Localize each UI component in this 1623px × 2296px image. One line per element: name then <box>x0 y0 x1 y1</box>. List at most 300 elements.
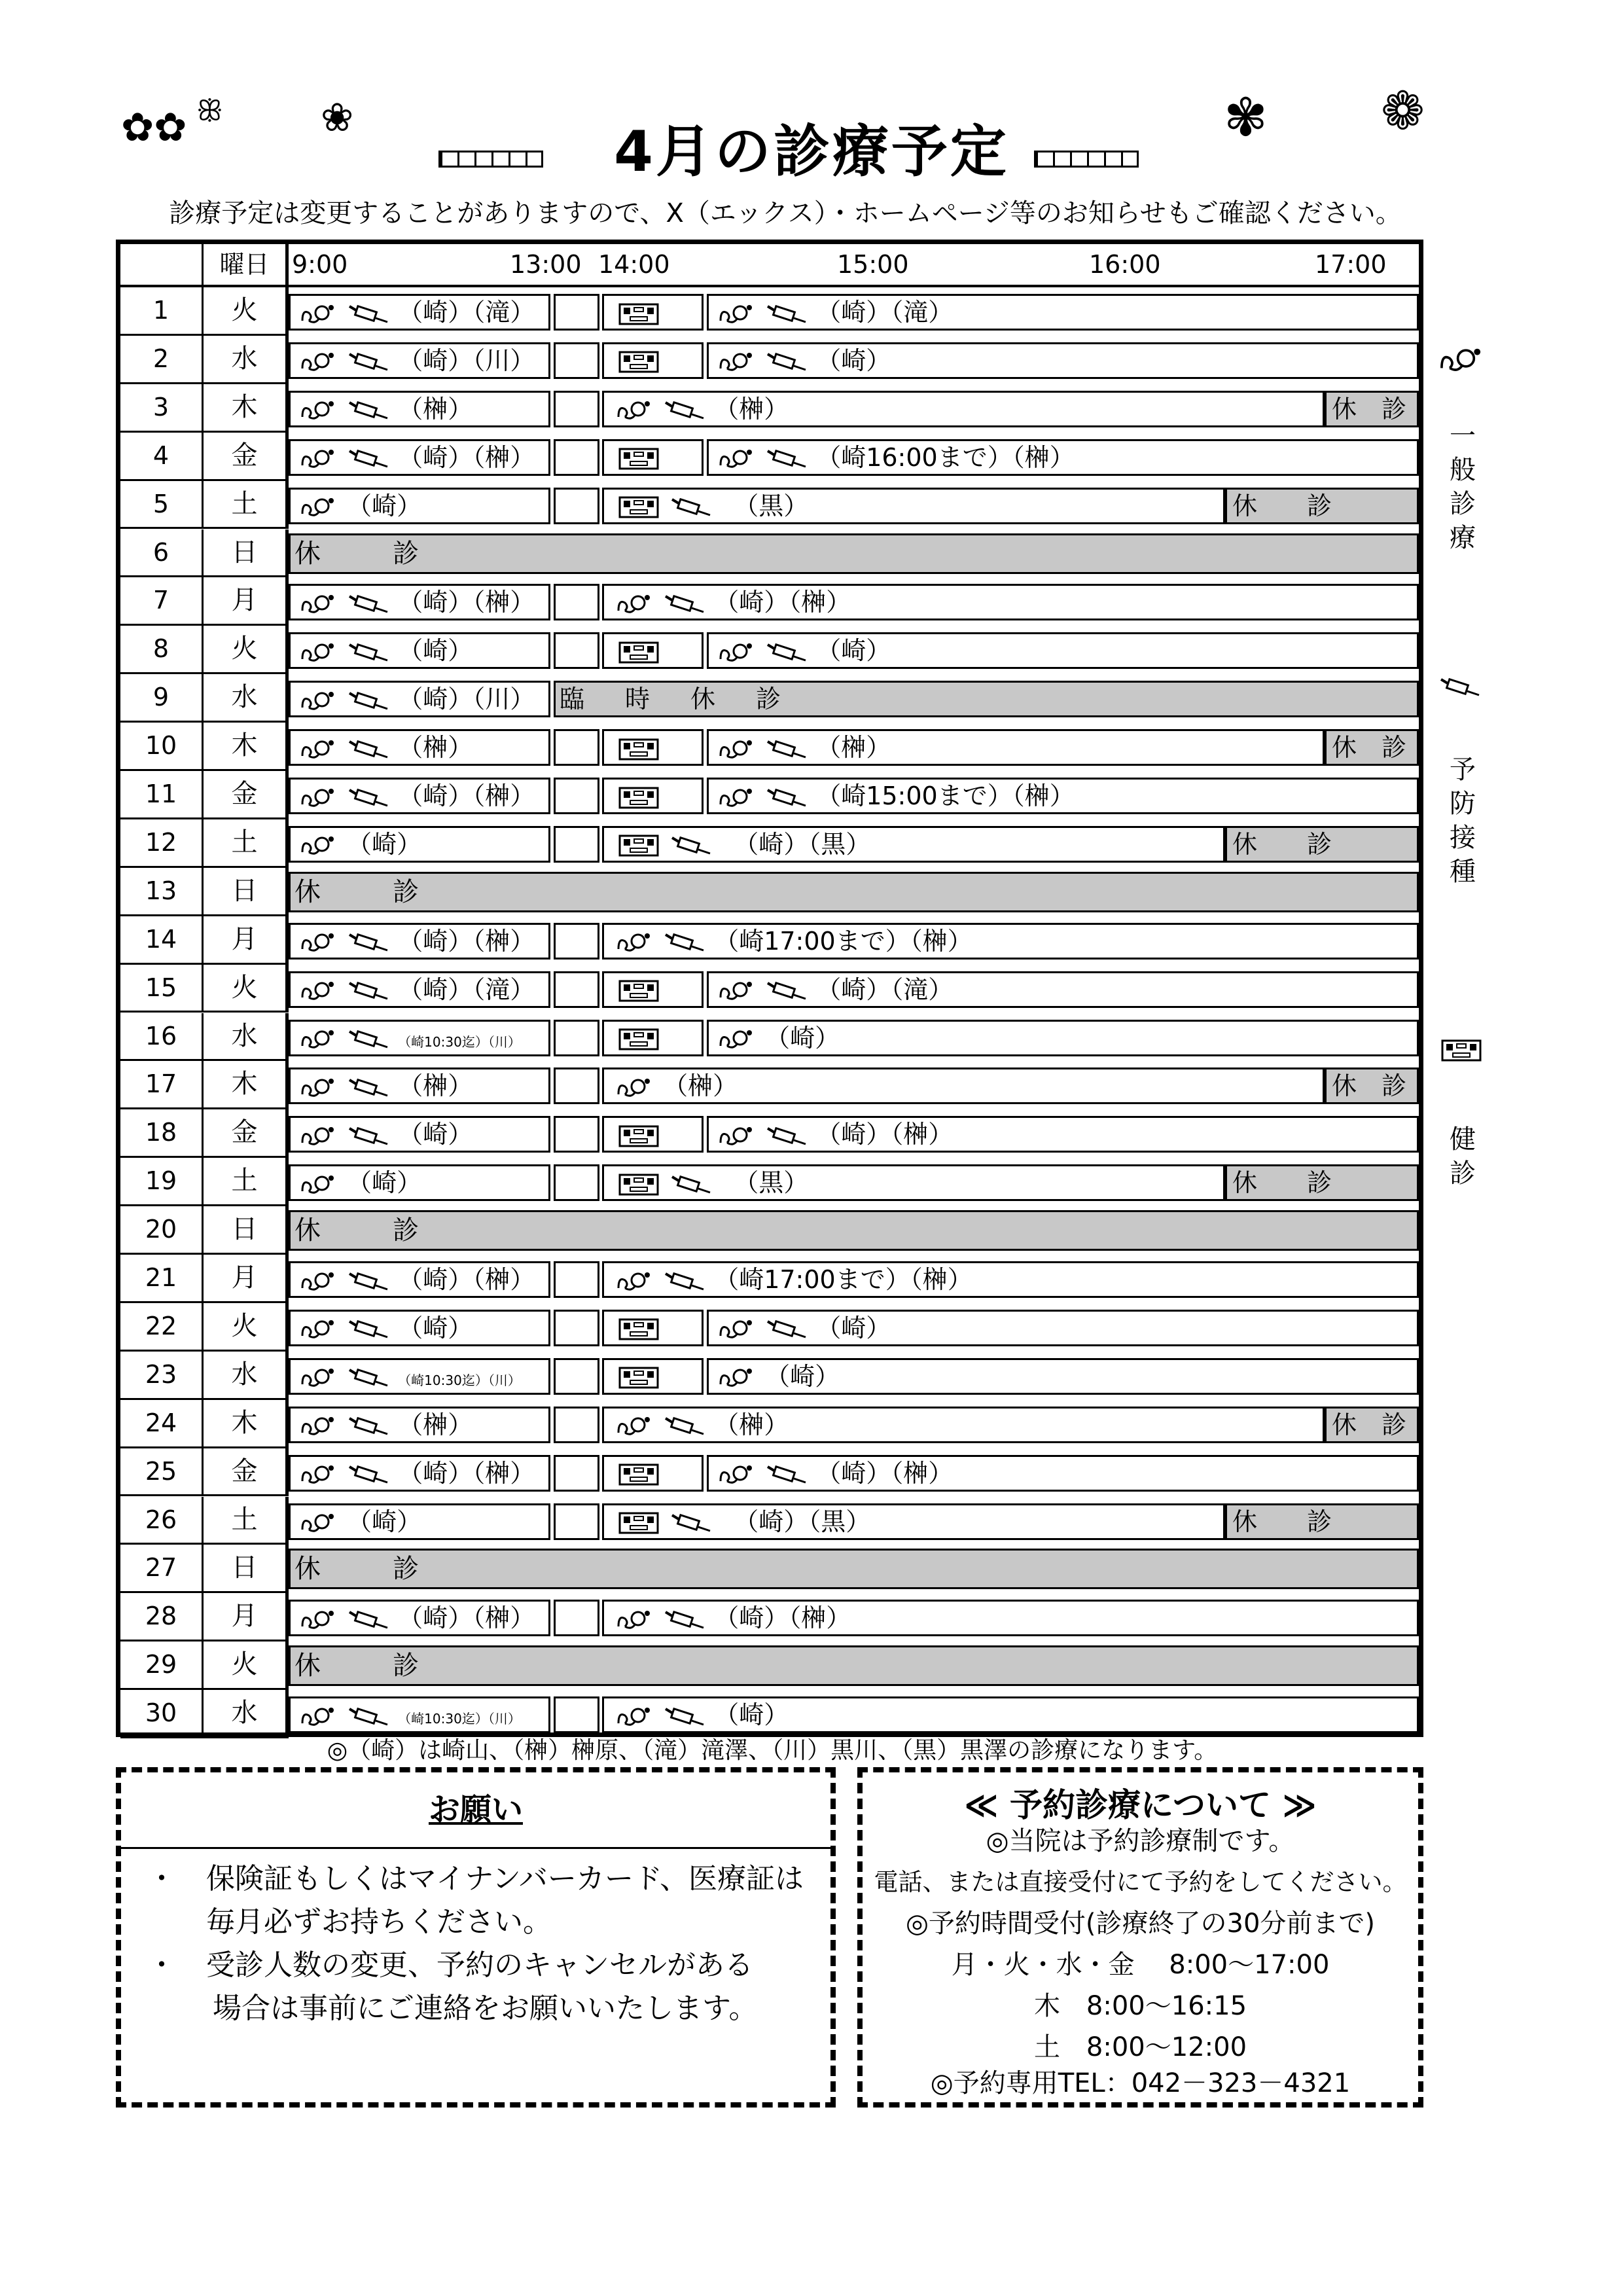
stethoscope-icon <box>718 1459 757 1488</box>
day-number: 2 <box>120 336 204 384</box>
stethoscope-icon <box>300 1459 339 1488</box>
page-title: 4月の診療予定 <box>614 119 1009 185</box>
syringe-icon <box>765 636 808 665</box>
schedule-table <box>116 240 1423 1737</box>
weekday-cell: 月 <box>204 577 289 626</box>
weekday-cell: 土 <box>204 1158 289 1206</box>
reservation-line-3: ◎予約時間受付(診療終了の30分前まで) <box>905 1909 1375 1939</box>
lunch-break-cell <box>554 1407 599 1443</box>
header-day-cell <box>120 244 204 285</box>
syringe-icon <box>347 1362 390 1391</box>
lunch-break-cell <box>554 1310 599 1346</box>
checkup-icon <box>616 1459 662 1488</box>
table-row <box>120 723 1419 771</box>
morning-session <box>289 1261 550 1298</box>
weekday-cell: 水 <box>204 674 289 723</box>
table-row <box>120 819 1419 868</box>
syringe-icon <box>663 927 706 956</box>
reservation-line-1: ◎当院は予約診療制です。 <box>986 1826 1295 1856</box>
weekday-cell: 日 <box>204 1206 289 1255</box>
syringe-icon <box>347 1024 390 1052</box>
closed-day-bar: 休 診 <box>289 533 1419 574</box>
stethoscope-icon <box>616 1700 655 1729</box>
syringe-icon <box>347 443 390 472</box>
weekday-cell: 土 <box>204 819 289 868</box>
syringe-icon <box>347 346 390 375</box>
syringe-icon <box>347 395 390 423</box>
morning-doctors: （崎10:30迄）（川） <box>398 1033 521 1050</box>
request-bullet-2: ・ <box>147 1948 176 1982</box>
lunch-break-cell <box>554 1067 599 1104</box>
checkup-cell <box>602 971 704 1008</box>
morning-doctors: （崎）（榊） <box>398 781 535 810</box>
table-row <box>120 1448 1419 1497</box>
afternoon-doctors: （崎） <box>765 1023 840 1052</box>
afternoon-session <box>707 632 1419 669</box>
lunch-break-cell <box>554 488 599 524</box>
request-divider <box>121 1847 830 1849</box>
checkup-icon <box>616 1314 662 1342</box>
morning-session <box>289 294 550 331</box>
afternoon-session <box>602 1164 1225 1201</box>
checkup-cell <box>602 729 704 766</box>
morning-doctors: （崎） <box>398 1313 473 1342</box>
syringe-icon <box>347 1604 390 1632</box>
syringe-icon <box>663 1700 706 1729</box>
afternoon-session <box>707 729 1325 766</box>
day-number: 11 <box>120 771 204 819</box>
lunch-break-cell <box>554 1358 599 1395</box>
request-item-2-line-1: 受診人数の変更、予約のキャンセルがある <box>206 1948 753 1982</box>
morning-doctors: （崎10:30迄）（川） <box>398 1711 521 1727</box>
stethoscope-icon <box>300 781 339 810</box>
morning-doctors: （崎） <box>398 636 473 666</box>
afternoon-doctors: （崎）（榊） <box>714 588 851 617</box>
morning-session <box>289 1358 550 1395</box>
day-number: 30 <box>120 1690 204 1738</box>
weekday-cell: 木 <box>204 1061 289 1109</box>
weekday-cell: 火 <box>204 287 289 336</box>
lunch-break-cell <box>554 1164 599 1201</box>
table-row <box>120 1061 1419 1109</box>
stethoscope-icon <box>718 443 757 472</box>
stethoscope-icon <box>300 733 339 762</box>
header-time-1500: 15:00 <box>837 250 909 279</box>
syringe-icon <box>347 298 390 327</box>
legend-checkup: 健 診 <box>1450 1124 1476 1189</box>
afternoon-session <box>602 584 1419 620</box>
lunch-break-cell <box>554 826 599 863</box>
syringe-icon <box>347 588 390 617</box>
syringe-icon <box>765 1314 808 1342</box>
notice-text: 診療予定は変更することがありますので、X（エックス）・ホームページ等のお知らせもご確認ください。 <box>169 198 1402 228</box>
afternoon-session <box>602 488 1225 524</box>
afternoon-doctors: （榊） <box>714 1410 789 1439</box>
table-header <box>120 244 1419 287</box>
checkup-icon <box>616 975 662 1004</box>
reservation-line-2: 電話、または直接受付にて予約をしてください。 <box>874 1868 1407 1896</box>
lunch-break-cell <box>554 1261 599 1298</box>
closed-afternoon-cell: 休 診 <box>1325 391 1419 427</box>
syringe-icon <box>765 346 808 375</box>
stethoscope-icon <box>300 346 339 375</box>
day-number: 25 <box>120 1448 204 1497</box>
request-bullet-1: ・ <box>147 1862 176 1895</box>
table-row <box>120 771 1419 819</box>
stethoscope-icon <box>616 927 655 956</box>
lunch-break-cell <box>554 729 599 766</box>
lunch-break-cell <box>554 1020 599 1056</box>
stethoscope-icon <box>300 830 339 859</box>
afternoon-doctors: （崎） <box>714 1700 789 1730</box>
day-number: 3 <box>120 384 204 433</box>
lunch-break-cell <box>554 391 599 427</box>
weekday-cell: 木 <box>204 723 289 771</box>
stethoscope-icon <box>616 1410 655 1439</box>
day-number: 17 <box>120 1061 204 1109</box>
morning-session <box>289 391 550 427</box>
day-number: 4 <box>120 433 204 481</box>
day-number: 15 <box>120 965 204 1013</box>
weekday-cell: 水 <box>204 1013 289 1062</box>
tulip-decoration: ✿✿ <box>121 105 187 151</box>
morning-session <box>289 584 550 620</box>
weekday-cell: 金 <box>204 1109 289 1158</box>
afternoon-session <box>602 1067 1325 1104</box>
syringe-icon <box>347 1410 390 1439</box>
weekday-cell: 金 <box>204 771 289 819</box>
reservation-title: ≪ 予約診療について ≫ <box>964 1786 1317 1824</box>
day-number: 18 <box>120 1109 204 1158</box>
table-row <box>120 674 1419 723</box>
morning-doctors: （崎）（滝） <box>398 975 535 1004</box>
weekday-cell: 日 <box>204 868 289 916</box>
afternoon-doctors: （崎） <box>816 346 891 375</box>
stethoscope-icon <box>718 1314 757 1342</box>
syringe-icon <box>765 1459 808 1488</box>
stethoscope-icon <box>300 443 339 472</box>
lunch-break-cell <box>554 778 599 814</box>
morning-doctors: （崎）（榊） <box>398 588 535 617</box>
closed-afternoon-cell: 休 診 <box>1325 1407 1419 1443</box>
checkup-icon <box>616 781 662 810</box>
checkup-icon <box>616 636 662 665</box>
afternoon-doctors: （崎） <box>816 1313 891 1342</box>
afternoon-session <box>707 439 1419 476</box>
closed-day-bar: 休 診 <box>289 1210 1419 1251</box>
syringe-icon <box>765 1120 808 1149</box>
stethoscope-icon <box>300 1024 339 1052</box>
morning-doctors: （崎） <box>347 491 422 520</box>
morning-session <box>289 1310 550 1346</box>
weekday-cell: 火 <box>204 1303 289 1352</box>
lunch-break-cell <box>554 294 599 331</box>
day-number: 7 <box>120 577 204 626</box>
morning-session <box>289 1164 550 1201</box>
afternoon-session <box>707 971 1419 1008</box>
morning-doctors: （崎） <box>347 1168 422 1198</box>
stethoscope-icon <box>300 1604 339 1632</box>
day-number: 27 <box>120 1545 204 1593</box>
header-time-900: 9:00 <box>292 250 348 279</box>
checkup-cell <box>602 342 704 379</box>
checkup-icon <box>616 1362 662 1391</box>
table-row <box>120 916 1419 965</box>
lunch-break-cell <box>554 1503 599 1540</box>
morning-session <box>289 971 550 1008</box>
day-number: 29 <box>120 1641 204 1690</box>
stethoscope-icon <box>718 1362 757 1391</box>
header-time-1600: 16:00 <box>1089 250 1161 279</box>
syringe-icon <box>347 975 390 1004</box>
afternoon-session <box>707 778 1419 814</box>
afternoon-session <box>707 1020 1419 1056</box>
table-row <box>120 1109 1419 1158</box>
syringe-icon <box>347 733 390 762</box>
morning-doctors: （榊） <box>398 733 473 762</box>
table-row <box>120 384 1419 433</box>
weekday-cell: 月 <box>204 916 289 965</box>
checkup-icon <box>616 346 662 375</box>
morning-doctors: （崎）（榊） <box>398 926 535 956</box>
header-weekday: 曜日 <box>204 244 289 285</box>
closed-afternoon-cell: 休 診 <box>1225 1164 1419 1201</box>
morning-doctors: （崎） <box>347 1507 422 1536</box>
day-number: 13 <box>120 868 204 916</box>
weekday-cell: 日 <box>204 1545 289 1593</box>
syringe-icon <box>347 636 390 665</box>
stethoscope-icon <box>300 685 339 713</box>
lunch-break-cell <box>554 1455 599 1492</box>
morning-session <box>289 342 550 379</box>
request-box <box>116 1767 836 2108</box>
morning-session <box>289 1020 550 1056</box>
weekday-cell: 金 <box>204 1448 289 1497</box>
afternoon-session <box>602 923 1419 960</box>
stethoscope-icon <box>300 1265 339 1294</box>
table-row <box>120 529 1419 578</box>
stethoscope-icon <box>300 395 339 423</box>
syringe-icon <box>765 975 808 1004</box>
closed-afternoon-cell: 休 診 <box>1225 1503 1419 1540</box>
legend-stethoscope-icon <box>1438 340 1487 389</box>
closed-afternoon-cell: 休 診 <box>1325 1067 1419 1104</box>
legend-general: 一 般 診 療 <box>1450 421 1476 553</box>
day-number: 12 <box>120 819 204 868</box>
stethoscope-icon <box>718 781 757 810</box>
checkup-icon <box>616 1024 662 1052</box>
checkup-cell <box>602 778 704 814</box>
syringe-icon <box>347 1265 390 1294</box>
afternoon-session <box>602 1696 1419 1733</box>
syringe-icon <box>347 1700 390 1729</box>
weekday-cell: 月 <box>204 1593 289 1641</box>
checkup-icon <box>616 733 662 762</box>
closed-day-bar: 休 診 <box>289 872 1419 912</box>
stethoscope-icon <box>616 1265 655 1294</box>
weekday-cell: 月 <box>204 1255 289 1303</box>
request-title: お願い <box>428 1791 523 1828</box>
stethoscope-icon <box>616 1604 655 1632</box>
checkup-icon <box>616 298 662 327</box>
lunch-break-cell <box>554 632 599 669</box>
afternoon-doctors: （崎） <box>765 1361 840 1391</box>
syringe-icon <box>347 1459 390 1488</box>
table-row <box>120 1352 1419 1400</box>
table-row <box>120 287 1419 336</box>
stethoscope-icon <box>718 975 757 1004</box>
stethoscope-icon <box>300 1071 339 1100</box>
syringe-icon <box>765 733 808 762</box>
morning-session <box>289 1067 550 1104</box>
syringe-icon <box>765 298 808 327</box>
stethoscope-icon <box>718 636 757 665</box>
stethoscope-icon <box>300 1410 339 1439</box>
morning-session <box>289 681 550 717</box>
day-number: 26 <box>120 1497 204 1545</box>
lunch-break-cell <box>554 584 599 620</box>
day-number: 14 <box>120 916 204 965</box>
checkup-icon <box>616 1168 662 1197</box>
syringe-icon <box>669 830 713 859</box>
weekday-cell: 火 <box>204 965 289 1013</box>
weekday-cell: 火 <box>204 626 289 674</box>
checkup-cell <box>602 439 704 476</box>
afternoon-session <box>707 1455 1419 1492</box>
stethoscope-icon <box>616 395 655 423</box>
morning-session <box>289 923 550 960</box>
table-row <box>120 481 1419 529</box>
afternoon-session <box>707 1310 1419 1346</box>
syringe-icon <box>347 927 390 956</box>
rabbit-decoration: ❁ <box>1381 81 1425 141</box>
morning-session <box>289 439 550 476</box>
table-row <box>120 1158 1419 1206</box>
table-row <box>120 1400 1419 1448</box>
weekday-cell: 火 <box>204 1641 289 1690</box>
morning-doctors: （榊） <box>398 1410 473 1439</box>
afternoon-session <box>602 826 1225 863</box>
morning-session <box>289 632 550 669</box>
table-row <box>120 336 1419 384</box>
stethoscope-icon <box>300 492 339 520</box>
stethoscope-icon <box>300 975 339 1004</box>
afternoon-doctors: （崎）（黒） <box>734 1507 871 1536</box>
morning-doctors: （榊） <box>398 1071 473 1101</box>
legend-vaccine: 予 防 接 種 <box>1450 755 1476 887</box>
lunch-break-cell <box>554 342 599 379</box>
checkup-cell <box>602 1020 704 1056</box>
afternoon-session <box>707 342 1419 379</box>
morning-session <box>289 1116 550 1153</box>
day-number: 21 <box>120 1255 204 1303</box>
morning-doctors: （崎）（榊） <box>398 442 535 472</box>
syringe-icon <box>765 781 808 810</box>
checkup-icon <box>616 443 662 472</box>
table-row <box>120 868 1419 916</box>
stethoscope-icon <box>300 1700 339 1729</box>
stethoscope-icon <box>718 298 757 327</box>
weekday-cell: 木 <box>204 384 289 433</box>
day-number: 5 <box>120 481 204 529</box>
closed-afternoon-cell: 休 診 <box>1225 488 1419 524</box>
syringe-icon <box>663 1604 706 1632</box>
day-number: 1 <box>120 287 204 336</box>
morning-doctors: （崎）（榊） <box>398 1604 535 1633</box>
afternoon-doctors: （崎）（滝） <box>816 975 954 1004</box>
request-item-1-line-1: 保険証もしくはマイナンバーカード、医療証は <box>206 1862 804 1895</box>
syringe-icon <box>663 588 706 617</box>
reservation-line-5: 木 8:00～16:15 <box>1033 1991 1247 2021</box>
legend-syringe-icon <box>1438 674 1487 723</box>
table-row <box>120 433 1419 481</box>
afternoon-doctors: （崎16:00まで）（榊） <box>816 442 1075 472</box>
closed-afternoon-cell: 休 診 <box>1325 729 1419 766</box>
syringe-icon <box>669 492 713 520</box>
morning-doctors: （崎）（川） <box>398 346 535 375</box>
afternoon-doctors: （崎）（滝） <box>816 298 954 327</box>
closed-afternoon-cell: 休 診 <box>1225 826 1419 863</box>
header-time-1300: 13:00 <box>510 250 582 279</box>
lunch-break-cell <box>554 971 599 1008</box>
morning-session <box>289 1503 550 1540</box>
lunch-break-cell <box>554 439 599 476</box>
stethoscope-icon <box>718 733 757 762</box>
reservation-line-4: 月・火・水・金 8:00～17:00 <box>951 1950 1330 1980</box>
syringe-icon <box>669 1507 713 1536</box>
morning-doctors: （崎）（川） <box>398 685 535 714</box>
table-row <box>120 1641 1419 1690</box>
checkup-icon <box>616 492 662 520</box>
brick-decoration-left <box>438 151 543 168</box>
checkup-cell <box>602 1358 704 1395</box>
morning-session <box>289 778 550 814</box>
afternoon-doctors: （黒） <box>734 491 809 520</box>
bee-decoration: ❀ <box>321 95 354 141</box>
afternoon-doctors: （崎） <box>816 636 891 666</box>
morning-session <box>289 1455 550 1492</box>
checkup-icon <box>616 1120 662 1149</box>
day-number: 10 <box>120 723 204 771</box>
day-number: 20 <box>120 1206 204 1255</box>
syringe-icon <box>669 1168 713 1197</box>
checkup-icon <box>616 830 662 859</box>
day-number: 23 <box>120 1352 204 1400</box>
stethoscope-icon <box>616 588 655 617</box>
morning-session <box>289 1600 550 1636</box>
afternoon-doctors: （榊） <box>714 394 789 423</box>
syringe-icon <box>663 1410 706 1439</box>
request-item-1-line-2: 毎月必ずお持ちください。 <box>206 1905 552 1939</box>
stethoscope-icon <box>300 1314 339 1342</box>
morning-doctors: （崎） <box>347 829 422 859</box>
syringe-icon <box>347 1071 390 1100</box>
table-row <box>120 1206 1419 1255</box>
lunch-break-cell <box>554 1696 599 1733</box>
lunch-break-cell <box>554 923 599 960</box>
reservation-box <box>857 1767 1423 2108</box>
morning-doctors: （崎） <box>398 1120 473 1149</box>
stethoscope-icon <box>300 927 339 956</box>
morning-session <box>289 729 550 766</box>
weekday-cell: 日 <box>204 529 289 578</box>
weekday-cell: 金 <box>204 433 289 481</box>
weekday-cell: 土 <box>204 1497 289 1545</box>
syringe-icon <box>663 395 706 423</box>
syringe-icon <box>347 781 390 810</box>
stethoscope-icon <box>300 1507 339 1536</box>
syringe-icon <box>663 1265 706 1294</box>
